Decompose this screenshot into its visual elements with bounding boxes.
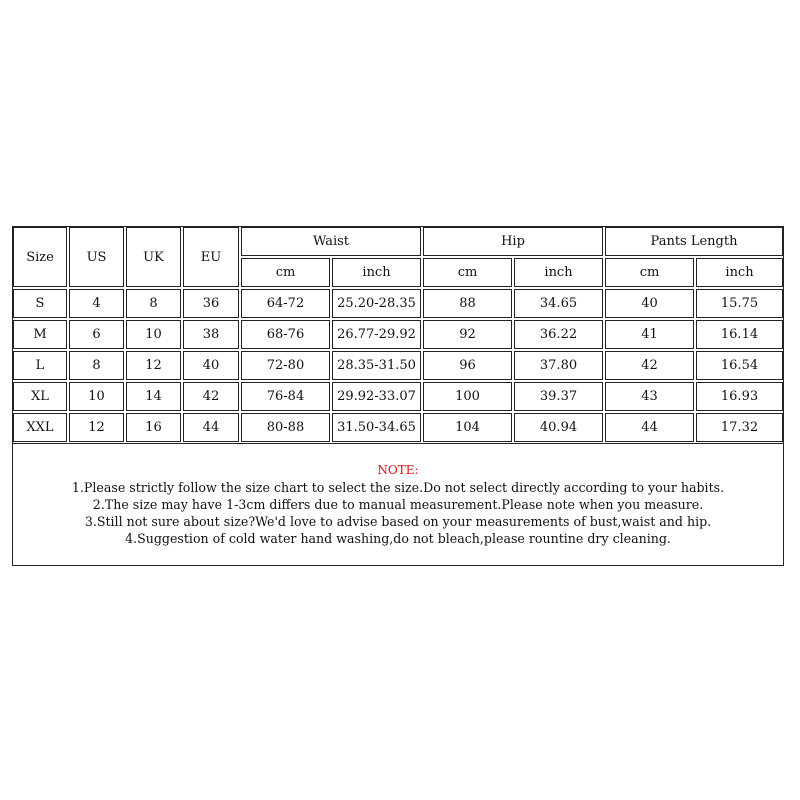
row-3-length-cm: 42 [605,351,694,380]
row-3-us: 8 [69,351,124,380]
row-5-waist-cm: 80-88 [241,413,330,442]
row-1-size: S [13,289,67,318]
row-4-hip-cm: 100 [423,382,512,411]
note-line-3: 3.Still not sure about size?We'd love to advise based on your measurements of bust,waist and hip. [84,514,712,529]
header-waist: Waist [241,227,421,256]
row-3-length-inch: 16.54 [696,351,783,380]
note-title: NOTE: [377,463,419,477]
row-1-eu: 36 [183,289,239,318]
row-4-hip-inch: 39.37 [514,382,603,411]
header-pants-length: Pants Length [605,227,783,256]
row-5-uk: 16 [126,413,181,442]
row-5-waist-inch: 31.50-34.65 [332,413,421,442]
row-2-hip-cm: 92 [423,320,512,349]
row-5-hip-cm: 104 [423,413,512,442]
header-waist-inch: inch [332,258,421,287]
header-hip-cm: cm [423,258,512,287]
row-2-size: M [13,320,67,349]
row-4-length-cm: 43 [605,382,694,411]
row-4-waist-inch: 29.92-33.07 [332,382,421,411]
row-3-size: L [13,351,67,380]
row-1-waist-cm: 64-72 [241,289,330,318]
row-2-length-inch: 16.14 [696,320,783,349]
row-3-uk: 12 [126,351,181,380]
row-1-length-inch: 15.75 [696,289,783,318]
header-us: US [69,227,124,287]
row-3-waist-inch: 28.35-31.50 [332,351,421,380]
row-3-hip-cm: 96 [423,351,512,380]
row-3-waist-cm: 72-80 [241,351,330,380]
row-1-hip-inch: 34.65 [514,289,603,318]
row-4-waist-cm: 76-84 [241,382,330,411]
row-5-length-inch: 17.32 [696,413,783,442]
row-2-hip-inch: 36.22 [514,320,603,349]
row-2-length-cm: 41 [605,320,694,349]
row-3-eu: 40 [183,351,239,380]
header-uk: UK [126,227,181,287]
header-hip-inch: inch [514,258,603,287]
row-2-uk: 10 [126,320,181,349]
row-4-size: XL [13,382,67,411]
size-chart [12,226,784,566]
row-5-us: 12 [69,413,124,442]
row-2-us: 6 [69,320,124,349]
row-4-uk: 14 [126,382,181,411]
row-5-length-cm: 44 [605,413,694,442]
row-3-hip-inch: 37.80 [514,351,603,380]
header-hip: Hip [423,227,603,256]
row-5-size: XXL [13,413,67,442]
header-waist-cm: cm [241,258,330,287]
note-line-1: 1.Please strictly follow the size chart to select the size.Do not select directly according to your habits. [71,480,725,495]
row-4-eu: 42 [183,382,239,411]
row-1-us: 4 [69,289,124,318]
row-4-us: 10 [69,382,124,411]
row-2-waist-cm: 68-76 [241,320,330,349]
notes-section [13,443,783,565]
header-eu: EU [183,227,239,287]
row-2-waist-inch: 26.77-29.92 [332,320,421,349]
header-length-inch: inch [696,258,783,287]
row-5-eu: 44 [183,413,239,442]
row-5-hip-inch: 40.94 [514,413,603,442]
header-length-cm: cm [605,258,694,287]
row-1-hip-cm: 88 [423,289,512,318]
note-line-4: 4.Suggestion of cold water hand washing,do not bleach,please rountine dry cleaning. [125,531,671,546]
row-2-eu: 38 [183,320,239,349]
row-1-length-cm: 40 [605,289,694,318]
row-1-waist-inch: 25.20-28.35 [332,289,421,318]
row-4-length-inch: 16.93 [696,382,783,411]
note-line-2: 2.The size may have 1-3cm differs due to manual measurement.Please note when you measure. [92,497,704,512]
row-1-uk: 8 [126,289,181,318]
header-size: Size [13,227,67,287]
